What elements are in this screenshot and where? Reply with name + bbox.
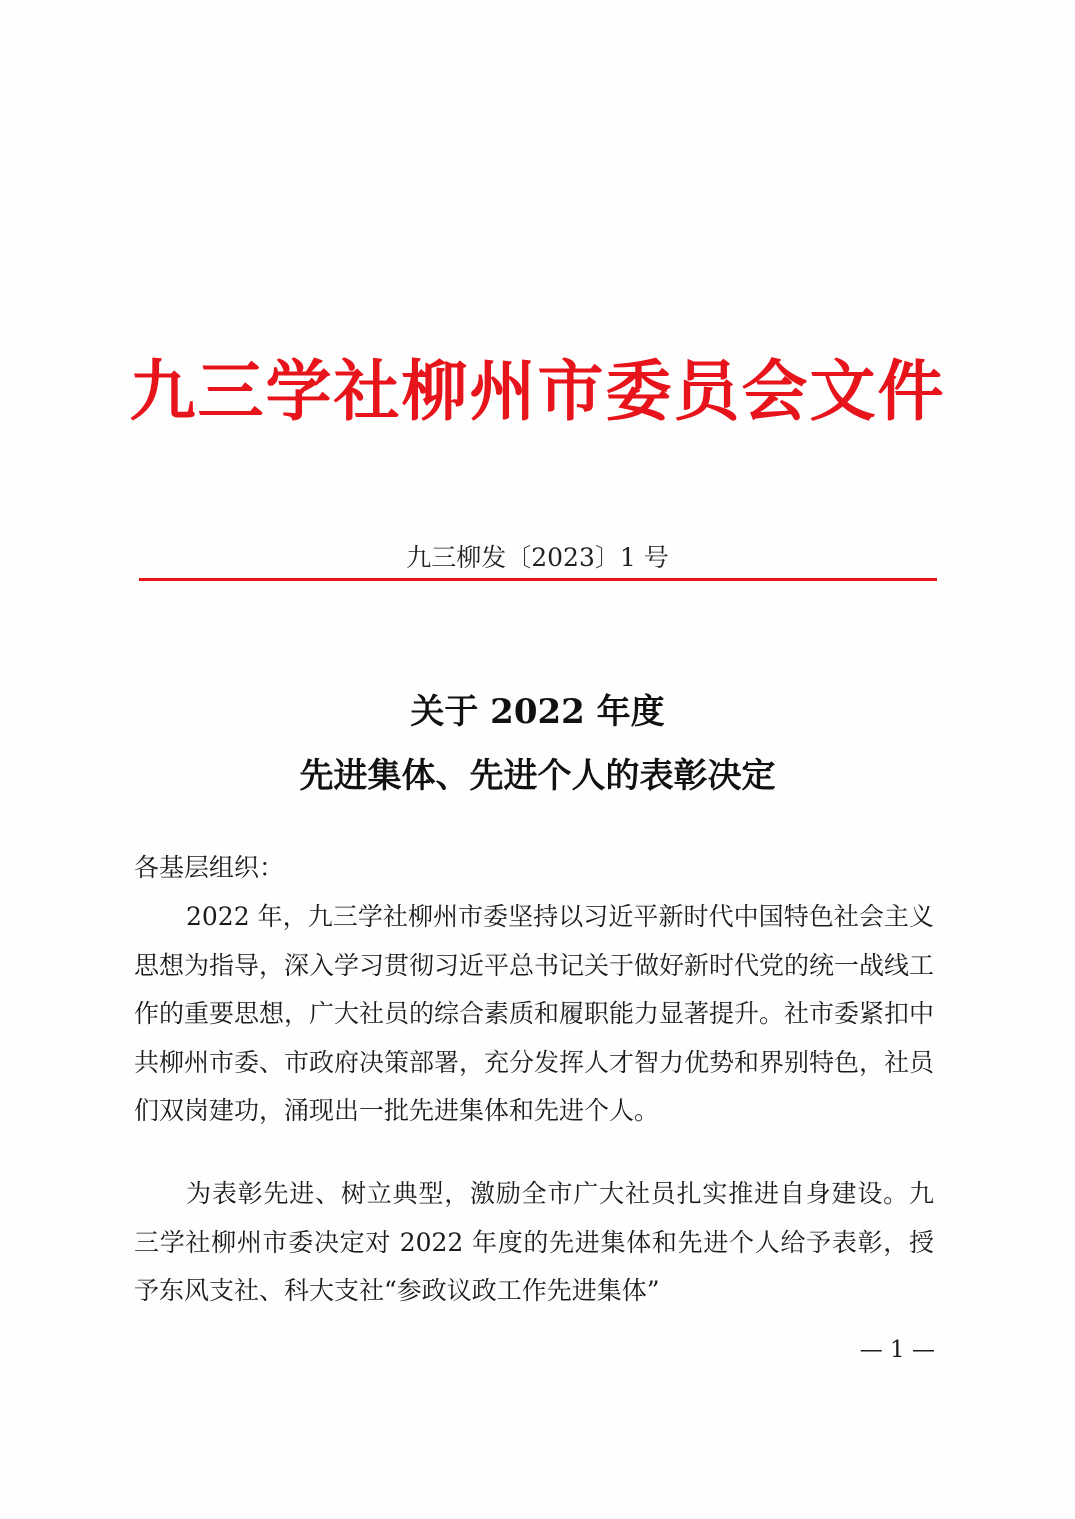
page-number: — 1 — (859, 1337, 935, 1363)
salutation: 各基层组织： (134, 853, 285, 882)
document-title-line-1: 关于 2022 年度 (410, 692, 665, 732)
document-number: 九三柳发〔2023〕1 号 (406, 543, 669, 572)
body-paragraph-1: 2022 年，九三学社柳州市委坚持以习近平新时代中国特色社会主义思想为指导，深入学习贯彻习近平总书记关于做好新时代党的统一战线工作的重要思想，广大社员的综合素质和履职能力显著提升。社市委紧扣中共柳州市委、市政府决策部署，充分发挥人才智力优势和界别特色，社员们双岗建功，涌现出一批先进集体和先进个人。 (134, 902, 935, 1125)
body-paragraph-2: 为表彰先进、树立典型，激励全市广大社员扎实推进自身建设。九三学社柳州市委决定对 2022 年度的先进集体和先进个人给予表彰，授予东风支社、科大支社“参政议政工作先进集体” (134, 1179, 934, 1305)
red-divider-line (139, 578, 937, 581)
document-title-line-2: 先进集体、先进个人的表彰决定 (299, 756, 776, 796)
letterhead-title: 九三学社柳州市委员会文件 (129, 353, 946, 430)
